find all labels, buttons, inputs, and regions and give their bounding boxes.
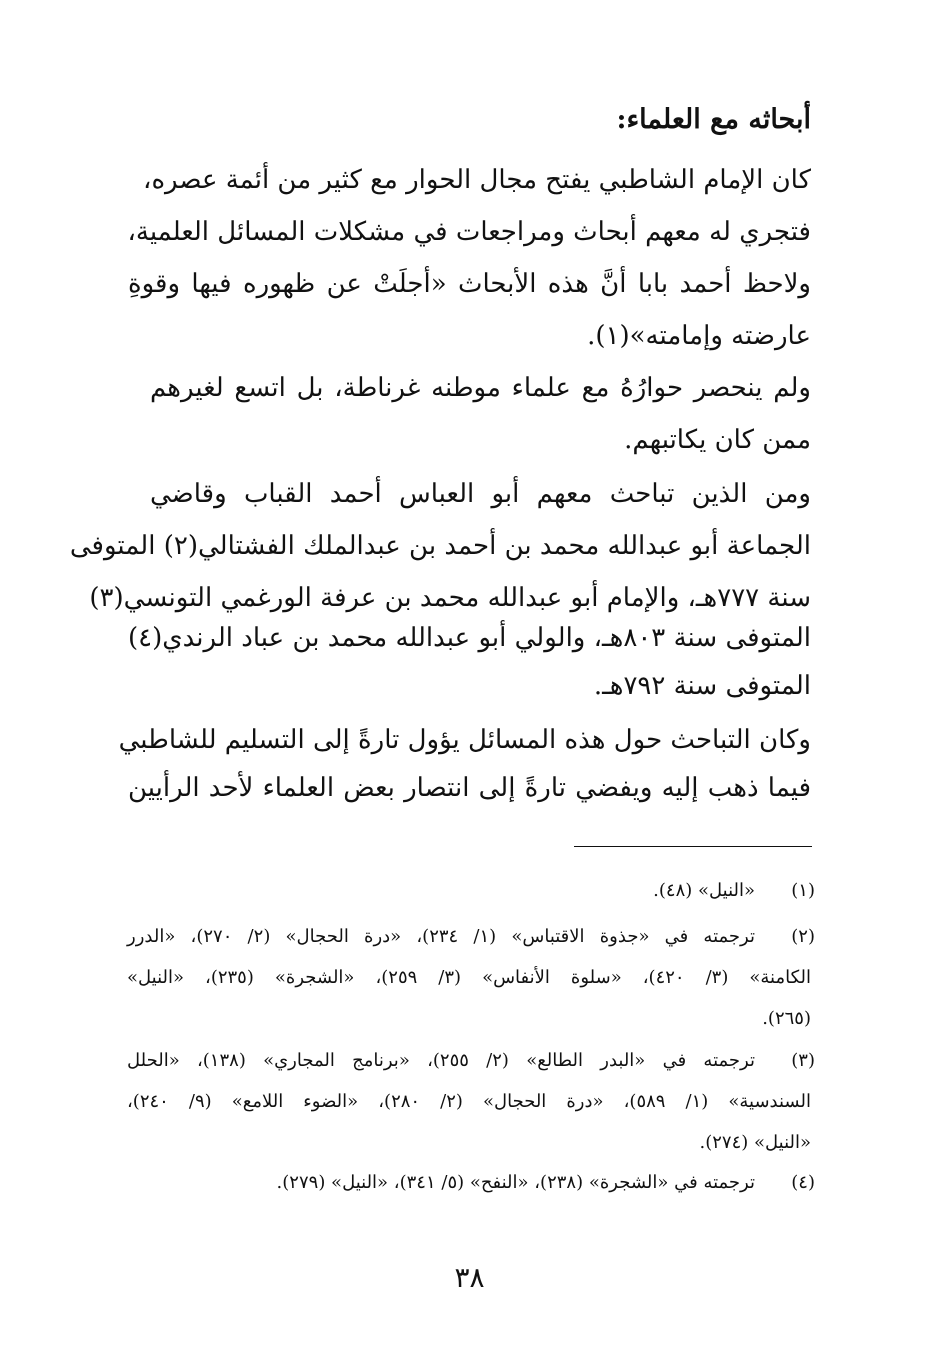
body-line: وكان التباحث حول هذه المسائل يؤول تارةً إلى التسليم للشاطبي [118, 725, 811, 755]
footnote-text: ترجمته في «الشجرة» (٢٣٨)، «النفح» (٥/ ٣٤١)، «النيل» (٢٧٩). [276, 1172, 755, 1193]
footnote-number: (٣) [791, 1050, 815, 1071]
footnote-text: «النيل» (٢٧٤). [699, 1132, 811, 1153]
footnote-text: ترجمته في «جذوة الاقتباس» (١/ ٢٣٤)، «درة الحجال» (٢/ ٢٧٠)، «الدرر [127, 926, 755, 947]
body-line: فتجري له معهم أبحاث ومراجعات في مشكلات المسائل العلمية، [127, 217, 811, 247]
body-line: فيما ذهب إليه ويفضي تارةً إلى انتصار بعض العلماء لأحد الرأيين [128, 773, 811, 803]
body-line: عارضته وإمامته»(١). [587, 321, 811, 351]
body-line: ولم ينحصر حوارُهُ مع علماء موطنه غرناطة، بل اتسع لغيرهم [150, 373, 811, 403]
body-line: ولاحظ أحمد بابا أنَّ هذه الأبحاث «أجلَتْ عن ظهوره فيها وقوةِ [128, 269, 811, 299]
body-line: ممن كان يكاتبهم. [624, 425, 811, 455]
body-line: كان الإمام الشاطبي يفتح مجال الحوار مع كثير من أئمة عصره، [143, 165, 811, 195]
footnote-number: (٤) [791, 1172, 815, 1193]
section-heading: أبحاثه مع العلماء: [616, 104, 811, 135]
body-line: الجماعة أبو عبدالله محمد بن أحمد بن عبدالملك الفشتالي(٢) المتوفى [69, 531, 811, 561]
footnote-number: (١) [791, 880, 815, 901]
footnote-text: السندسية» (١/ ٥٨٩)، «درة الحجال» (٢/ ٢٨٠)، «الضوء اللامع» (٩/ ٢٤٠)، [127, 1091, 811, 1112]
body-line: المتوفى سنة ٧٩٢هـ. [593, 671, 811, 701]
footnote-text: (٢٦٥). [762, 1008, 811, 1029]
footnote-divider [574, 846, 812, 847]
footnote-text: الكامنة» (٣/ ٤٢٠)، «سلوة الأنفاس» (٣/ ٢٥٩)، «الشجرة» (٢٣٥)، «النيل» [127, 967, 812, 988]
footnote-text: «النيل» (٤٨). [653, 880, 755, 901]
body-line: سنة ٧٧٧هـ، والإمام أبو عبدالله محمد بن عرفة الورغمي التونسي(٣) [89, 583, 811, 613]
body-line: ومن الذين تباحث معهم أبو العباس أحمد القباب وقاضي [150, 479, 811, 509]
page-number: ٣٨ [454, 1261, 485, 1294]
footnote-text: ترجمته في «البدر الطالع» (٢/ ٢٥٥)، «برنامج المجاري» (١٣٨)، «الحلل [127, 1050, 755, 1071]
body-line: المتوفى سنة ٨٠٣هـ، والولي أبو عبدالله محمد بن عباد الرندي(٤) [128, 623, 811, 653]
footnote-number: (٢) [791, 926, 815, 947]
